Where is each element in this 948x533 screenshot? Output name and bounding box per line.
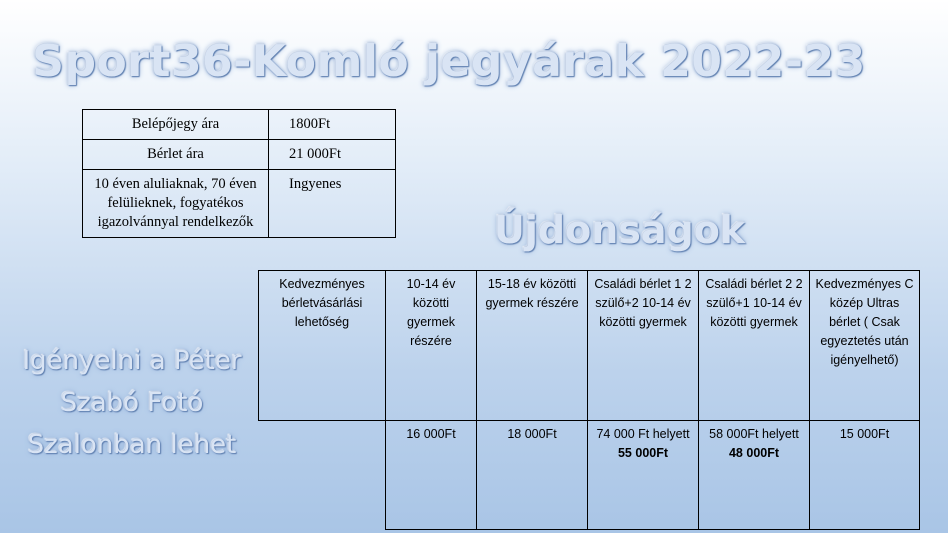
price-cell: 15 000Ft	[810, 421, 920, 530]
offers-row-header: Kedvezményes bérletvásárlási lehetőség	[259, 271, 386, 421]
price-cell	[699, 421, 810, 530]
table-row	[83, 140, 396, 170]
table-row	[259, 421, 920, 530]
offers-table	[258, 270, 920, 530]
season-ticket-label: Bérlet ára	[83, 140, 269, 170]
news-heading: Újdonságok	[494, 208, 746, 252]
price-original: 74 000 Ft helyett	[596, 427, 690, 441]
empty-cell	[259, 421, 386, 530]
price-cell: 18 000Ft	[477, 421, 588, 530]
ticket-price: 1800Ft	[269, 110, 396, 140]
table-row	[83, 170, 396, 238]
free-entry-value: Ingyenes	[269, 170, 396, 238]
ticket-label: Belépőjegy ára	[83, 110, 269, 140]
season-ticket-price: 21 000Ft	[269, 140, 396, 170]
price-discounted: 48 000Ft	[728, 446, 780, 460]
page-title: Sport36-Komló jegyárak 2022-23	[32, 36, 866, 87]
price-original: 58 000Ft helyett	[709, 427, 799, 441]
column-header: 10-14 év közötti gyermek részére	[386, 271, 477, 421]
column-header: Családi bérlet 2 2 szülő+1 10-14 év közötti gyermek	[699, 271, 810, 421]
column-header: Kedvezményes C közép Ultras bérlet ( Csak egyeztetés után igényelhető)	[810, 271, 920, 421]
table-row	[259, 271, 920, 421]
free-entry-label: 10 éven aluliaknak, 70 éven felülieknek, fogyatékos igazolvánnyal rendelkezők	[83, 170, 269, 238]
table-row	[83, 110, 396, 140]
column-header: Családi bérlet 1 2 szülő+2 10-14 év közötti gyermek	[588, 271, 699, 421]
price-table	[82, 109, 396, 238]
price-discounted: 55 000Ft	[617, 446, 669, 460]
price-cell	[588, 421, 699, 530]
apply-info: Igényelni a Péter Szabó Fotó Szalonban lehet	[22, 346, 242, 460]
price-cell: 16 000Ft	[386, 421, 477, 530]
column-header: 15-18 év közötti gyermek részére	[477, 271, 588, 421]
